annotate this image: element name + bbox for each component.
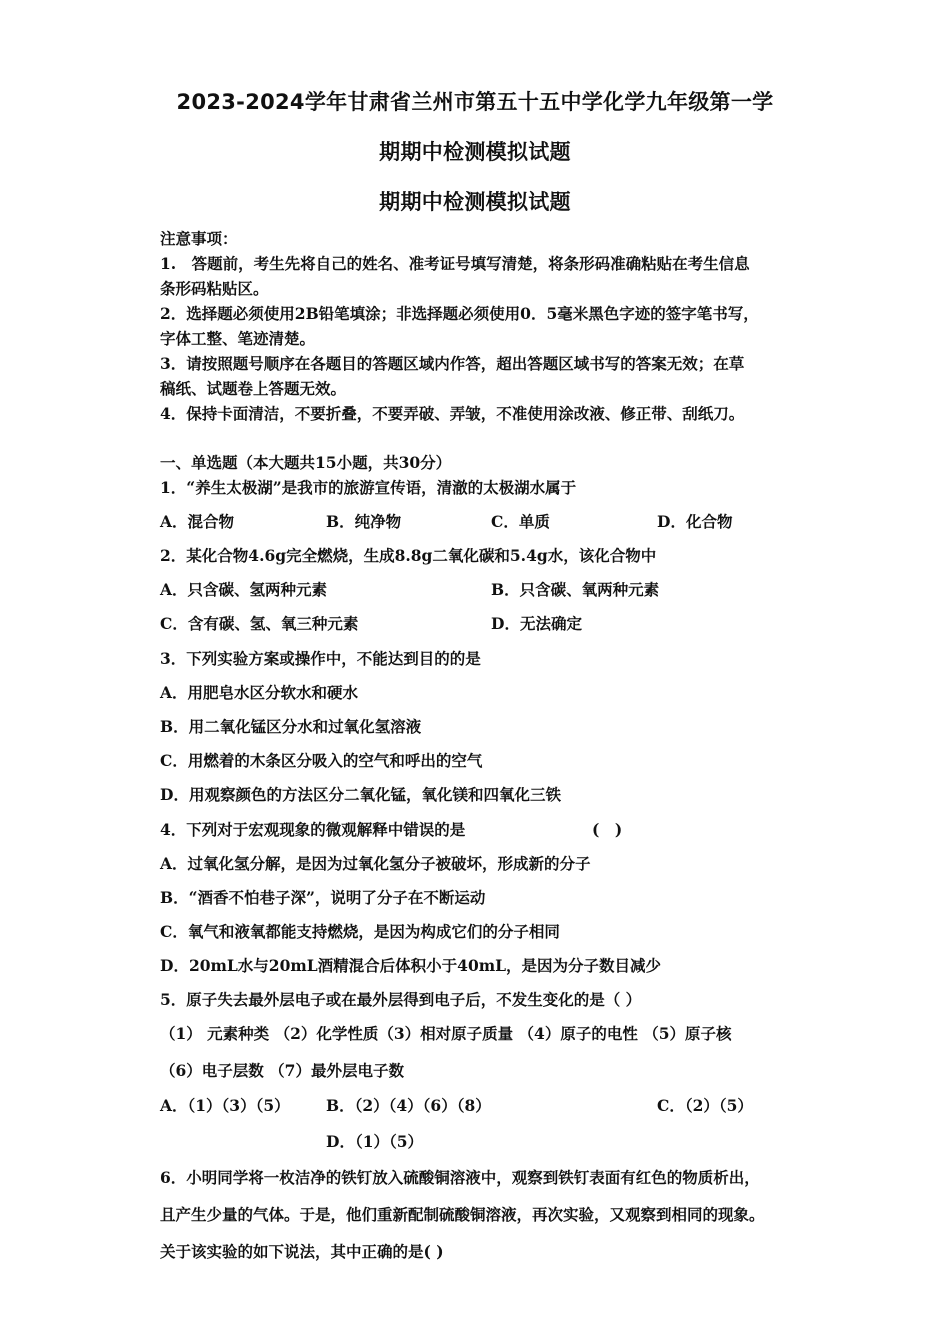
question-6-line-1: 6．小明同学将一枚洁净的铁钉放入硫酸铜溶液中，观察到铁钉表面有红色的物质析出， — [160, 1168, 760, 1187]
question-5-option-c: C．（2）（5） — [657, 1096, 753, 1115]
question-1-stem: 1．“养生太极湖”是我市的旅游宣传语，清澈的太极湖水属于 — [160, 478, 577, 497]
question-5-list-2: （6）电子层数 （7）最外层电子数 — [160, 1061, 404, 1080]
notice-item: 字体工整、笔迹清楚。 — [160, 329, 316, 348]
question-3-option-d: D．用观察颜色的方法区分二氧化锰，氧化镁和四氧化三铁 — [160, 785, 561, 804]
question-2-option-b: B．只含碳、氧两种元素 — [491, 580, 660, 599]
notice-item: 3．请按照题号顺序在各题目的答题区域内作答，超出答题区域书写的答案无效；在草 — [160, 354, 745, 373]
question-1-option-b: B．纯净物 — [326, 512, 402, 531]
title-line-3: 期期中检测模拟试题 — [379, 190, 571, 214]
question-6-line-3: 关于该实验的如下说法，其中正确的是( ) — [160, 1242, 444, 1261]
title-line-1: 2023-2024学年甘肃省兰州市第五十五中学化学九年级第一学 — [176, 90, 774, 114]
notice-item: 4．保持卡面清洁，不要折叠，不要弄破、弄皱，不准使用涂改液、修正带、刮纸刀。 — [160, 404, 745, 423]
notice-item: 条形码粘贴区。 — [160, 279, 269, 298]
question-1-option-a: A．混合物 — [160, 512, 235, 531]
notice-item: 2．选择题必须使用2B铅笔填涂；非选择题必须使用0．5毫米黑色字迹的签字笔书写， — [160, 304, 759, 323]
question-4-answer-bracket: ( ) — [592, 820, 623, 839]
notice-item: 1. 答题前，考生先将自己的姓名、准考证号填写清楚，将条形码准确粘贴在考生信息 — [160, 254, 750, 273]
question-2-option-d: D．无法确定 — [491, 614, 582, 633]
question-2-stem: 2．某化合物4.6g完全燃烧，生成8.8g二氧化碳和5.4g水，该化合物中 — [160, 546, 657, 565]
question-4-option-b: B．“酒香不怕巷子深”，说明了分子在不断运动 — [160, 888, 486, 907]
question-4-stem: 4．下列对于宏观现象的微观解释中错误的是 — [160, 820, 466, 839]
question-4-option-d: D．20mL水与20mL酒精混合后体积小于40mL，是因为分子数目减少 — [160, 956, 662, 975]
question-5-option-a: A．（1）（3）（5） — [160, 1096, 290, 1115]
question-1-option-c: C．单质 — [491, 512, 550, 531]
question-6-line-2: 且产生少量的气体。于是，他们重新配制硫酸铜溶液，再次实验，又观察到相同的现象。 — [160, 1205, 765, 1224]
notice-heading: 注意事项： — [160, 229, 238, 248]
question-5-option-b: B．（2）（4）（6）（8） — [326, 1096, 491, 1115]
question-3-option-c: C．用燃着的木条区分吸入的空气和呼出的空气 — [160, 751, 483, 770]
question-5-list-1: （1） 元素种类 （2）化学性质（3）相对原子质量 （4）原子的电性 （5）原子核 — [160, 1024, 732, 1043]
question-5-stem: 5．原子失去最外层电子或在最外层得到电子后，不发生变化的是（ ） — [160, 990, 642, 1009]
section-heading: 一、单选题（本大题共15小题，共30分） — [160, 453, 452, 472]
question-5-option-d: D．（1）（5） — [326, 1132, 424, 1151]
question-3-option-b: B．用二氧化锰区分水和过氧化氢溶液 — [160, 717, 422, 736]
question-1-option-d: D．化合物 — [657, 512, 733, 531]
notice-item: 稿纸、试题卷上答题无效。 — [160, 379, 347, 398]
question-3-stem: 3．下列实验方案或操作中，不能达到目的的是 — [160, 649, 481, 668]
question-4-option-c: C．氧气和液氧都能支持燃烧，是因为构成它们的分子相同 — [160, 922, 560, 941]
question-2-option-c: C．含有碳、氢、氧三种元素 — [160, 614, 359, 633]
title-line-2: 期期中检测模拟试题 — [379, 140, 571, 164]
question-2-option-a: A．只含碳、氢两种元素 — [160, 580, 328, 599]
question-4-option-a: A．过氧化氢分解，是因为过氧化氢分子被破坏，形成新的分子 — [160, 854, 591, 873]
question-3-option-a: A．用肥皂水区分软水和硬水 — [160, 683, 359, 702]
